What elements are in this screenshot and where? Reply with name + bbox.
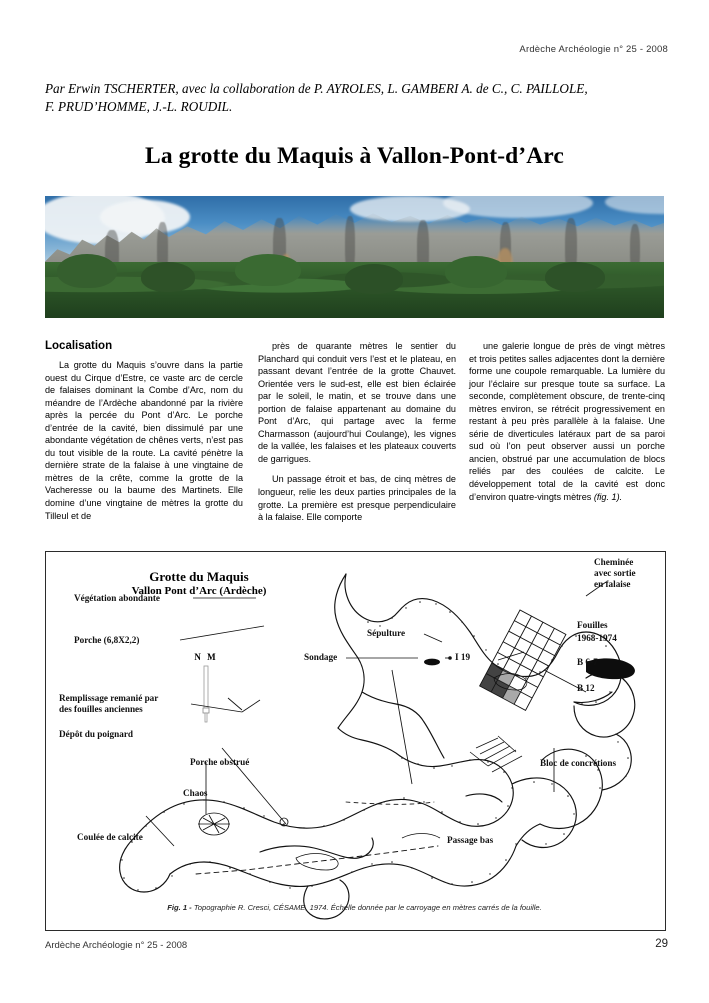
photo-cloud: [100, 200, 190, 234]
label-remplissage-line1: Remplissage remanié par: [59, 693, 159, 703]
label-cheminee-line3: en falaise: [594, 579, 631, 589]
label-cheminee-line1: Cheminée: [594, 557, 634, 567]
label-bloc-de-concretions: Bloc de concrétions: [540, 758, 617, 768]
label-sepulture: Sépulture: [367, 628, 406, 638]
paragraph: La grotte du Maquis s’ouvre dans la partie ouest du Cirque d’Estre, ce vaste arc de cercle de falaises dominant la Combe d’Arc, nom du méandre de l’Ardèche abandonné par la rivière après la percée du Pont d’Arc. Le porche d’entrée de la cavité, bien dissimulé par une abondante végétation de chênes verts, n’est pas du tout visible de la route. La cavité pénètre la dernière strate de la falaise à une vingtaine de mètres de la crête, comme la grotte de la Vacheresse ou la baume des Martinets. Elle domine d’une vingtaine de mètres la grotte du Tilleul et de: [45, 360, 243, 521]
point-I19-marker: [448, 656, 452, 660]
figure-title-line-2: Vallon Pont d’Arc (Ardèche): [131, 585, 267, 597]
text-column-1: [45, 340, 243, 530]
chaos-symbol: [198, 813, 230, 835]
author-line-1: Par Erwin TSCHERTER, avec la collaboration de P. AYROLES, L. GAMBERI A. de C., C. PAILLOLE,: [45, 81, 588, 96]
label-chaos: Chaos: [183, 788, 208, 798]
label-fouilles-line1: Fouilles: [577, 620, 608, 630]
paragraph: Un passage étroit et bas, de cinq mètres de longueur, relie les deux parties principales de la grotte. La première est presque perpendiculaire à la falaise. Elle comporte: [258, 474, 456, 523]
photo-tree-cluster: [345, 264, 403, 294]
label-coulee-de-calcite: Coulée de calcite: [77, 832, 143, 842]
label-passage-bas: Passage bas: [447, 835, 494, 845]
cliff-panorama-photo: [45, 196, 664, 318]
label-b-12: B 12: [577, 683, 595, 693]
cave-plan-figure: [45, 551, 666, 931]
photo-tree-cluster: [445, 256, 507, 288]
figure-caption-number: Fig. 1 -: [167, 903, 194, 912]
photo-tree-cluster: [545, 262, 605, 292]
disturbed-fill-hatching: [470, 736, 522, 772]
photo-tree-cluster: [141, 262, 195, 292]
figure-title-line-1: Grotte du Maquis: [149, 569, 249, 584]
figure-reference: (fig. 1).: [593, 491, 623, 502]
label-sondage: Sondage: [304, 652, 338, 662]
label-vegetation-abondante: Végétation abondante: [74, 593, 161, 603]
running-head: Ardèche Archéologie n° 25 - 2008: [519, 44, 668, 55]
paragraph: [469, 340, 665, 503]
photo-tree-cluster: [235, 254, 301, 286]
dark-marker-symbol: [424, 659, 440, 666]
author-byline: [45, 80, 667, 116]
paragraph-text: une galerie longue de près de vingt mètres et trois petites salles adjacentes dont la dernière forme une coupole remarquable. La lumière du jour l’éclaire sur presque toute sa surface. La seconde, complètement obscure, de trente-cinq mètres environ, se rétrécit progressivement en restant à peu près parallèle à la falaise. Une série de diverticules latéraux part de sa paroi sud où l’on peut observer aussi un porche ancien, obstrué par une accumulation de blocs reliés par des coulées de calcite. Le développement total de la cavité est donc d’environ quatre-vingts mètres: [469, 341, 665, 502]
label-porche-obstrue: Porche obstrué: [190, 757, 250, 767]
section-heading: Localisation: [45, 340, 113, 352]
text-column-3: [469, 340, 665, 511]
label-porche: Porche (6,8X2,2): [74, 635, 140, 645]
page-title: La grotte du Maquis à Vallon-Pont-d’Arc: [145, 143, 564, 169]
figure-caption: [45, 903, 664, 912]
footer-running-text: Ardèche Archéologie n° 25 - 2008: [45, 940, 188, 951]
photo-tree-cluster: [57, 254, 117, 288]
label-i-19: I 19: [455, 652, 471, 662]
article-body: [45, 340, 665, 545]
page-number: 29: [655, 938, 668, 950]
text-column-2: [258, 340, 456, 532]
label-remplissage-line2: des fouilles anciennes: [59, 704, 143, 714]
figure-caption-text: Topographie R. Cresci, CÉSAME, 1974. Échelle donnée par le carroyage en mètres carrés de la fouille.: [193, 903, 542, 912]
label-b-6-7: B 6-7: [577, 657, 598, 667]
paragraph: près de quarante mètres le sentier du Planchard qui conduit vers l’est et le plateau, en passant devant l’entrée de la grotte Chauvet. Orientée vers le sud-est, elle est bien éclairée par le soleil, le matin, et se trouve dans une portion de falaise appartenant au domaine du Pont d’Arc, qui partage avec la ferme Charmasson (aujourd’hui Coulange), les vignes de la vallée, les falaises et les plateaux couverts de garrigues.: [258, 341, 456, 464]
label-fouilles-line2: 1968-1974: [577, 633, 617, 643]
label-depot-du-poignard: Dépôt du poignard: [59, 729, 134, 739]
label-cheminee-line2: avec sortie: [594, 568, 636, 578]
cave-topography-drawing: [46, 552, 665, 930]
author-line-2: F. PRUD’HOMME, J.-L. ROUDIL.: [45, 99, 233, 114]
compass-label: N M: [194, 652, 218, 662]
